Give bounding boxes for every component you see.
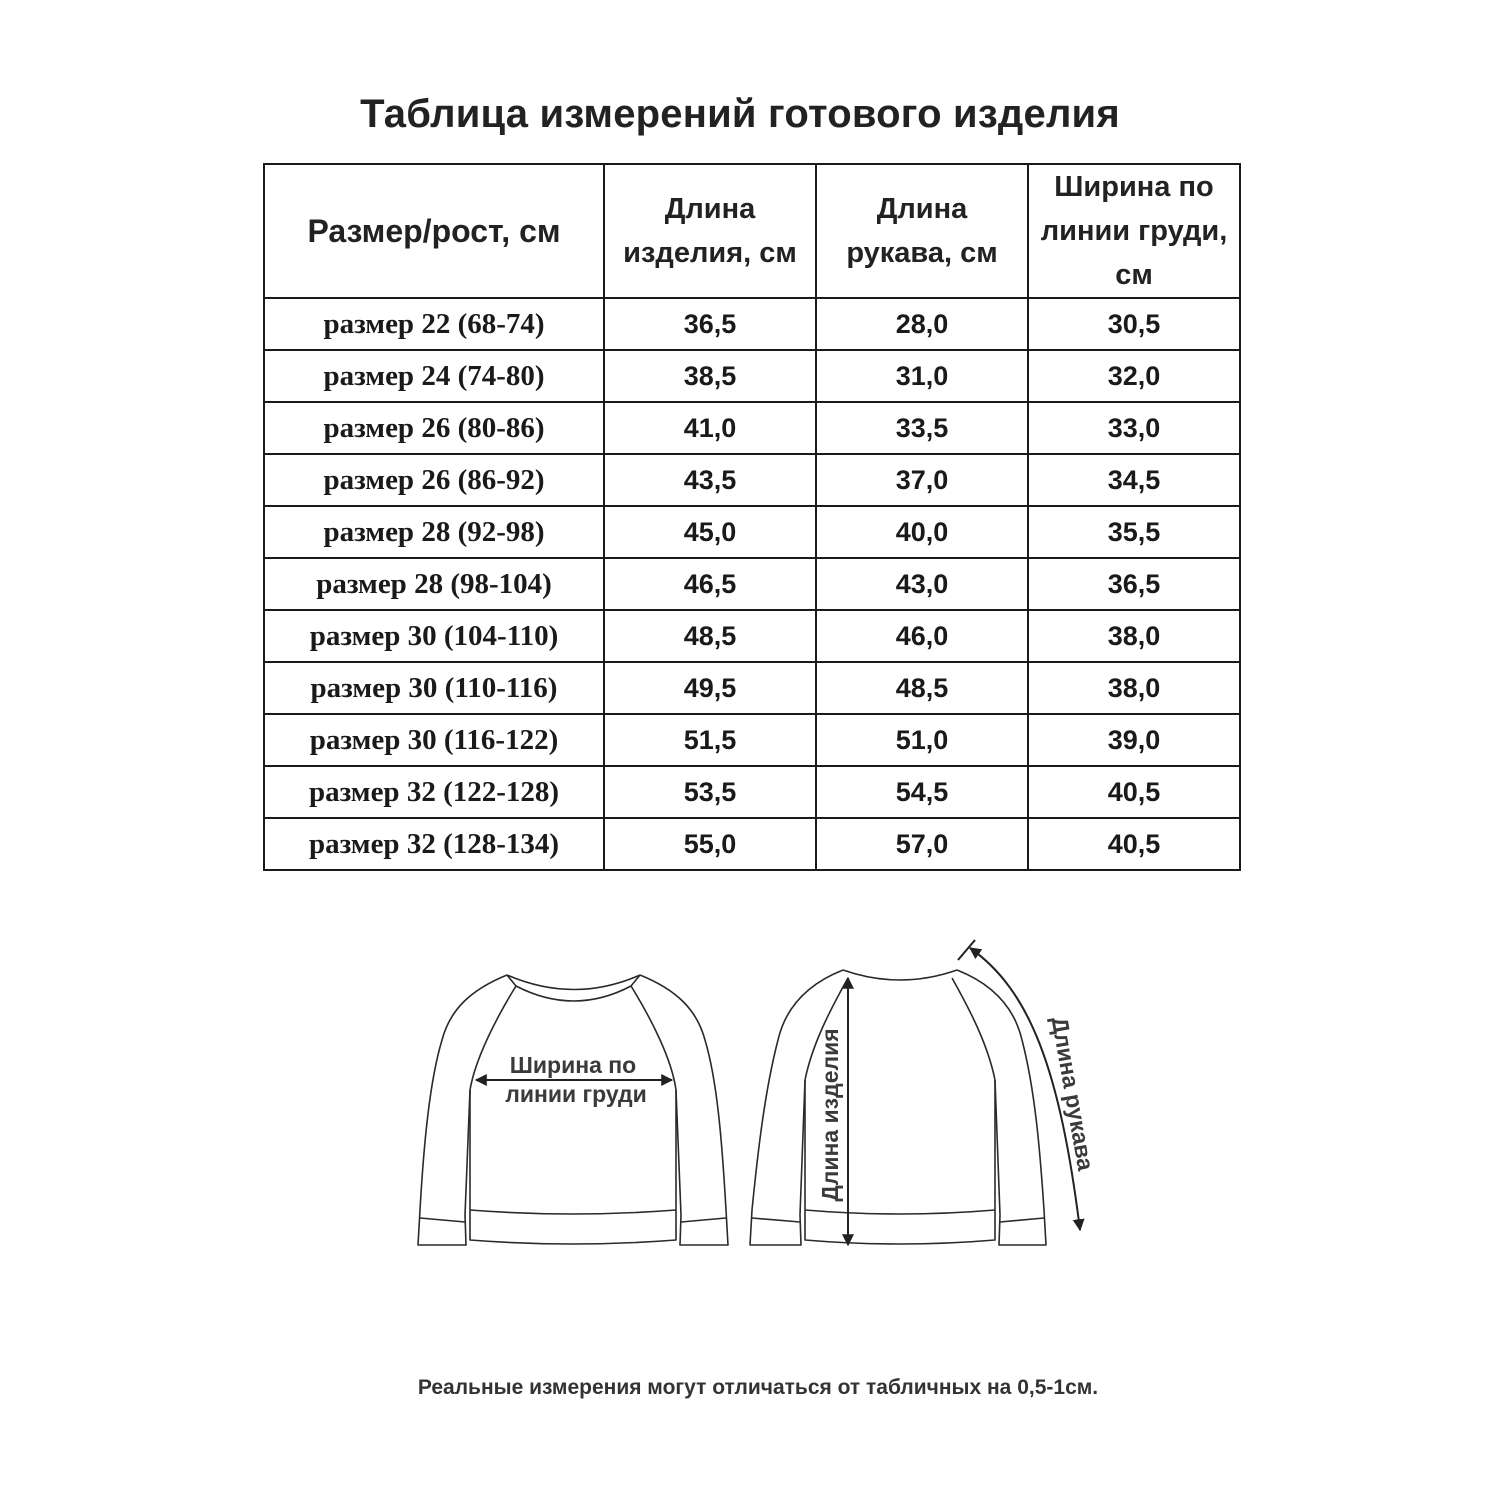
- size-cell: размер 30 (104-110): [264, 610, 604, 662]
- chest-label-line1: Ширина по: [509, 1052, 637, 1078]
- measurement-cell: 28,0: [816, 298, 1028, 350]
- body-length-label: Длина изделия: [817, 1028, 843, 1202]
- size-cell: размер 28 (92-98): [264, 506, 604, 558]
- measurement-cell: 51,5: [604, 714, 816, 766]
- measurement-cell: 54,5: [816, 766, 1028, 818]
- measurement-cell: 39,0: [1028, 714, 1240, 766]
- measurement-cell: 38,0: [1028, 662, 1240, 714]
- measurement-cell: 37,0: [816, 454, 1028, 506]
- size-cell: размер 32 (128-134): [264, 818, 604, 870]
- measurement-cell: 31,0: [816, 350, 1028, 402]
- footnote: Реальные измерения могут отличаться от табличных на 0,5-1см.: [417, 1376, 1099, 1399]
- column-header-line: Ширина по: [1054, 171, 1214, 203]
- measurement-cell: 46,5: [604, 558, 816, 610]
- measurement-cell: 38,5: [604, 350, 816, 402]
- measurement-cell: 43,0: [816, 558, 1028, 610]
- measurement-cell: 48,5: [816, 662, 1028, 714]
- measurement-cell: 48,5: [604, 610, 816, 662]
- measurement-cell: 40,5: [1028, 766, 1240, 818]
- column-header-line: Длина: [876, 193, 968, 225]
- chest-label-line2: линии груди: [505, 1081, 647, 1107]
- measurement-cell: 53,5: [604, 766, 816, 818]
- size-cell: размер 26 (80-86): [264, 402, 604, 454]
- measurement-cell: 32,0: [1028, 350, 1240, 402]
- column-header-line: см: [1115, 259, 1153, 291]
- measurement-cell: 40,5: [1028, 818, 1240, 870]
- column-header-line: линии груди,: [1040, 215, 1228, 247]
- column-header-line: изделия, см: [623, 237, 797, 269]
- column-header-line: Размер/рост, см: [307, 213, 561, 249]
- measurement-cell: 45,0: [604, 506, 816, 558]
- size-cell: размер 22 (68-74): [264, 298, 604, 350]
- size-cell: размер 30 (110-116): [264, 662, 604, 714]
- measurement-cell: 30,5: [1028, 298, 1240, 350]
- measurement-cell: 33,5: [816, 402, 1028, 454]
- measurement-cell: 55,0: [604, 818, 816, 870]
- measurement-cell: 41,0: [604, 402, 816, 454]
- measurement-cell: 40,0: [816, 506, 1028, 558]
- column-header-line: рукава, см: [846, 237, 998, 269]
- measurement-cell: 36,5: [1028, 558, 1240, 610]
- size-cell: размер 32 (122-128): [264, 766, 604, 818]
- page-title: Таблица измерений готового изделия: [360, 92, 1120, 136]
- measurement-cell: 33,0: [1028, 402, 1240, 454]
- size-cell: размер 26 (86-92): [264, 454, 604, 506]
- measurement-cell: 35,5: [1028, 506, 1240, 558]
- measurement-cell: 36,5: [604, 298, 816, 350]
- sleeve-length-label: Длина рукава: [1046, 1014, 1100, 1173]
- measurement-cell: 34,5: [1028, 454, 1240, 506]
- measurement-cell: 51,0: [816, 714, 1028, 766]
- measurement-cell: 49,5: [604, 662, 816, 714]
- size-cell: размер 24 (74-80): [264, 350, 604, 402]
- measurement-cell: 57,0: [816, 818, 1028, 870]
- measurement-cell: 43,5: [604, 454, 816, 506]
- column-header-line: Длина: [664, 193, 756, 225]
- size-cell: размер 28 (98-104): [264, 558, 604, 610]
- sweatshirt-front-icon: [418, 975, 728, 1245]
- sweatshirt-back-icon: [750, 970, 1046, 1245]
- measurement-cell: 46,0: [816, 610, 1028, 662]
- size-cell: размер 30 (116-122): [264, 714, 604, 766]
- measurement-cell: 38,0: [1028, 610, 1240, 662]
